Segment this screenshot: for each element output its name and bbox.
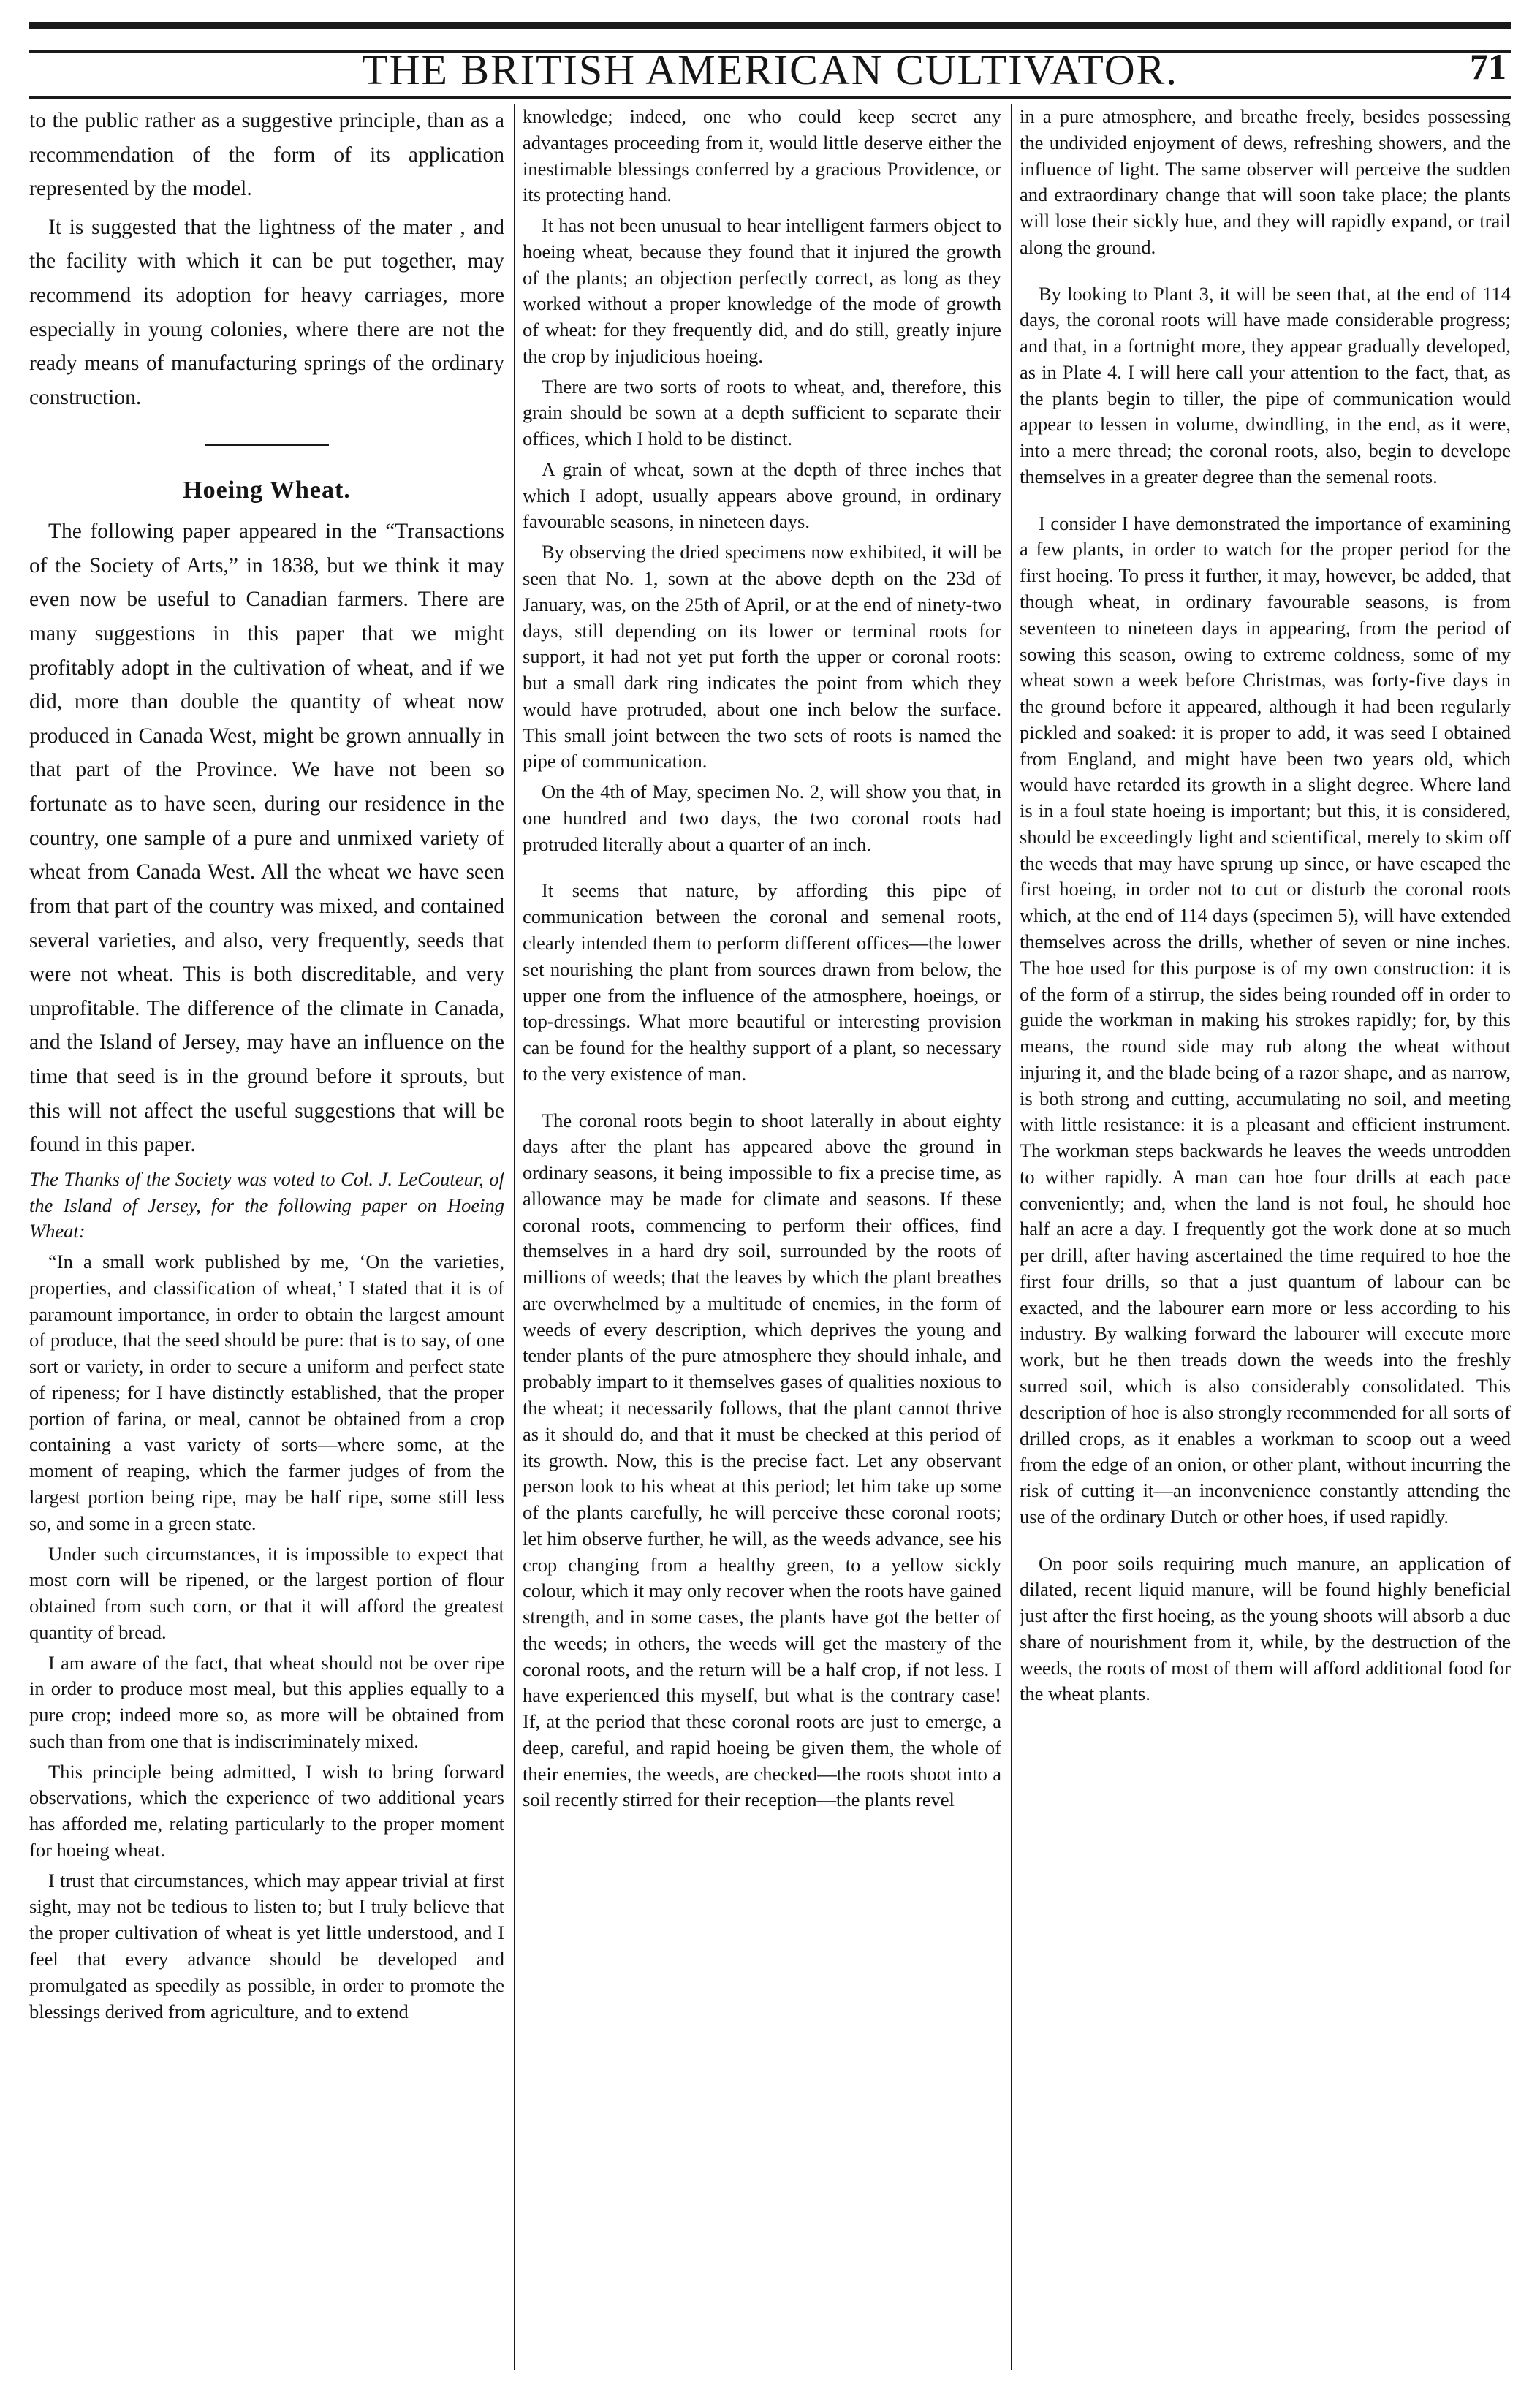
paragraph: I consider I have demonstrated the importance of examining a few plants, in order to watch for the proper period for the first hoeing. To press it further, it may, however, be added, that though wheat, in ordinary favourable seasons, is from seventeen to nineteen days in appearing, from the period of sowing this season, owing to extreme coldness, some of my wheat sown a week before Christmas, was forty-five days in the ground before it appeared, although it had been regularly pickled and soaked: it is proper to add, it was seed I obtained from England, and might have been two years old, which would have retarded its growth in a slight degree. Where land is in a foul state hoeing is important; but this, it is considered, should be exceedingly light and scientifical, merely to skim off the weeds that may have sprung up since, or have escaped the first hoeing, in order not to cut or disturb the coronal roots which, at the end of 114 days (specimen 5), will have extended themselves across the drills, whether of seven or nine inches. The hoe used for this purpose is of my own construction: it is of the form of a stirrup, the sides being rounded off in order to guide the workman in making his strokes rapidly; for, by this means, the round side may rub along the wheat without injuring it, and the blade being of a razor shape, and as narrow, is both strong and cutting, accumulating no soil, and meeting with little resistance: it is a pleasant and efficient instrument. The workman steps backwards he leaves the weeds untrodden to wither rapidly. A man can hoe four drills at each pace conveniently; and, when the land is not foul, he should hoe half an acre a day. I frequently got the work done at so much per drill, after having ascertained the time required to hoe the first four drills, so that a just quantum of labour can be exacted, and the labourer earn more or less according to his industry. By walking forward the labourer will execute more work, but he then treads down the weeds into the freshly surred soil, which is also considerably consolidated. This description of hoe is also strongly recommended for all sorts of drilled crops, as it enables a workman to scoop out a weed from the edge of an onion, or other plant, without incurring the risk of cutting it—an inconvenience constantly attending the use of the ordinary Dutch or other hoes, if used rapidly. (1020, 512, 1511, 1528)
paragraph: On poor soils requiring much manure, an application of dilated, recent liquid manure, will be found highly beneficial just after the first hoeing, as the young shoots will absorb a due share of nourishment from it, while, by the destruction of the weeds, the roots of most of them will afford additional food for the wheat plants. (1020, 1552, 1511, 1705)
running-title: THE BRITISH AMERICAN CULTIVATOR. (362, 46, 1178, 94)
paragraph: I am aware of the fact, that wheat should not be over ripe in order to produce most meal, but this applies equally to a pure crop; indeed more so, as more will be obtained from such than from one that is indiscriminately mixed. (29, 1651, 504, 1752)
paragraph: to the public rather as a suggestive principle, than as a recommendation of the form of its application represented by the model. (29, 109, 504, 201)
paragraph: knowledge; indeed, one who could keep secret any advantages proceeding from it, would little deserve either the inestimable blessings conferred by a gracious Providence, or its protecting hand. (523, 105, 1001, 206)
column-divider (1011, 104, 1012, 2370)
column-right (1020, 104, 1511, 2362)
paragraph: “In a small work published by me, ‘On the varieties, properties, and classification of wheat,’ I stated that it is of paramount importance, in order to obtain the largest amount of produce, that the seed should be pure: that is to say, of one sort or variety, in order to secure a uniform and perfect state of ripeness; for I have distinctly established, that the proper portion of farina, or meal, cannot be obtained from a crop containing a vast variety of sorts—where some, at the moment of reaping, which the farmer judges of from the largest portion being ripe, may be half ripe, some still less so, and some in a green state. (29, 1251, 504, 1534)
paragraph: in a pure atmosphere, and breathe freely, besides possessing the undivided enjoyment of dews, refreshing showers, and the influence of light. The same observer will perceive the sudden and extraordinary change that will soon take place; the plants will lose their sickly hue, and they will rapidly expand, or trail along the ground. (1020, 105, 1511, 258)
header-underline (29, 96, 1511, 99)
page-number: 71 (1470, 46, 1506, 87)
paragraph: Under such circumstances, it is impossible to expect that most corn will be ripened, or the largest portion of flour obtained from such corn, or that it will afford the greatest quantity of bread. (29, 1542, 504, 1643)
column-left (29, 104, 504, 2362)
paragraph: A grain of wheat, sown at the depth of three inches that which I adopt, usually appears above ground, in ordinary favourable seasons, in nineteen days. (523, 458, 1001, 533)
paragraph: It is suggested that the lightness of the mater , and the facility with which it can be put together, may recommend its adoption for heavy carriages, more especially in young colonies, where there are not the ready means of manufacturing springs of the ordinary construction. (29, 215, 504, 409)
section-divider (205, 444, 329, 446)
paragraph: This principle being admitted, I wish to bring forward observations, which the experience of two additional years has afforded me, relating particularly to the proper moment for hoeing wheat. (29, 1760, 504, 1861)
paragraph: By observing the dried specimens now exhibited, it will be seen that No. 1, sown at the above depth on the 23d of January, was, on the 25th of April, or at the end of ninety-two days, still depending on its lower or terminal roots for support, it had not yet put forth the upper or coronal roots: but a small dark ring indicates the point from which they would have protruded, about one inch below the surface. This small joint between the two sets of roots is named the pipe of communication. (523, 541, 1001, 773)
paragraph: By looking to Plant 3, it will be seen that, at the end of 114 days, the coronal roots will have made considerable progress; and that, in a fortnight more, they appear gradually developed, as in Plate 4. I will here call your attention to the fact, that, as the plants begin to tiller, the pipe of communication would appear to lessen in volume, dwindling, in the end, as it were, into a mere thread; the coronal roots, also, begin to develope themselves in a greater degree than the semenal roots. (1020, 282, 1511, 488)
paragraph: There are two sorts of roots to wheat, and, therefore, this grain should be sown at a depth sufficient to separate their offices, which I hold to be distinct. (523, 375, 1001, 450)
paragraph: The coronal roots begin to shoot laterally in about eighty days after the plant has appeared above the ground in ordinary seasons, it being impossible to fix a precise time, as allowance may be made for climate and seasons. If these coronal roots, commencing to perform their offices, find themselves in a hard dry soil, surrounded by the roots of millions of weeds; that the leaves by which the plant breathes are overwhelmed by a multitude of enemies, in the form of weeds of every description, which deprives the young and tender plants of the pure atmosphere they should inhale, and probably impart to it themselves gases of qualities noxious to the wheat; it necessarily follows, that the plant cannot thrive as it should do, and that it must be checked at this period of its growth. Now, this is the precise fact. Let any observant person look to his wheat at this period; let him take up some of the plants carefully, he will perceive these coronal roots; let him observe further, he will, as the weeds advance, see his crop changing from a healthy green, to a yellow sickly colour, which it may only recover when the roots have gained strength, and in some cases, the plants have got the better of the weeds; in others, the weeds will get the mastery of the coronal roots, and the return will be a half crop, if not less. I have experienced this myself, but what is the contrary case! If, at the period that these coronal roots are just to emerge, a deep, careful, and rapid hoeing be given them, the whole of their enemies, the weeds, are checked—the roots shoot into a soil recently stirred for their reception—the plants revel (523, 1109, 1001, 1811)
paragraph: On the 4th of May, specimen No. 2, will show you that, in one hundred and two days, the two coronal roots had protruded literally about a quarter of an inch. (523, 781, 1001, 855)
paragraph: The following paper appeared in the “Transactions of the Society of Arts,” in 1838, but we think it may even now be useful to Canadian farmers. There are many suggestions in this paper that we might profitably adopt in the cultivation of wheat, and if we did, more than double the quantity of wheat now produced in Canada West, might be grown annually in that part of the Province. We have not been so fortunate as to have seen, during our residence in the country, one sample of a pure and unmixed variety of wheat from Canada West. All the wheat we have seen from that part of the country was mixed, and contained several varieties, and also, very frequently, seeds that were not wheat. This is both discreditable, and very unprofitable. The difference of the climate in Canada, and the Island of Jersey, may have an influence on the time that seed is in the ground before it sprouts, but this will not affect the useful suggestions that will be found in this paper. (29, 520, 504, 1157)
article-dedication: The Thanks of the Society was voted to Col. J. LeCouteur, of the Island of Jersey, for the following paper on Hoeing Wheat: (29, 1167, 504, 1243)
column-divider (514, 104, 515, 2370)
paragraph: I trust that circumstances, which may appear trivial at first sight, may not be tedious to listen to; but I truly believe that the proper cultivation of wheat is yet little understood, and I feel that every advance should be developed and promulgated as speedily as possible, in order to promote the blessings derived from agriculture, and to extend (29, 1869, 504, 2022)
paragraph: It has not been unusual to hear intelligent farmers object to hoeing wheat, because they found that it injured the growth of the plants; an objection perfectly correct, as long as they worked without a proper knowledge of the mode of growth of wheat: for they frequently did, and do still, greatly injure the crop by injudicious hoeing. (523, 214, 1001, 367)
article-heading: Hoeing Wheat. (183, 477, 351, 504)
paragraph: It seems that nature, by affording this pipe of communication between the coronal and semenal roots, clearly intended them to perform different offices—the lower set nourishing the plant from sources drawn from below, the upper one from the influence of the atmosphere, hoeings, or top-dressings. What more beautiful or interesting provision can be found for the healthy support of a plant, so necessary to the very existence of man. (523, 879, 1001, 1085)
column-middle (523, 104, 1001, 2362)
lead-text-block (29, 104, 504, 1162)
